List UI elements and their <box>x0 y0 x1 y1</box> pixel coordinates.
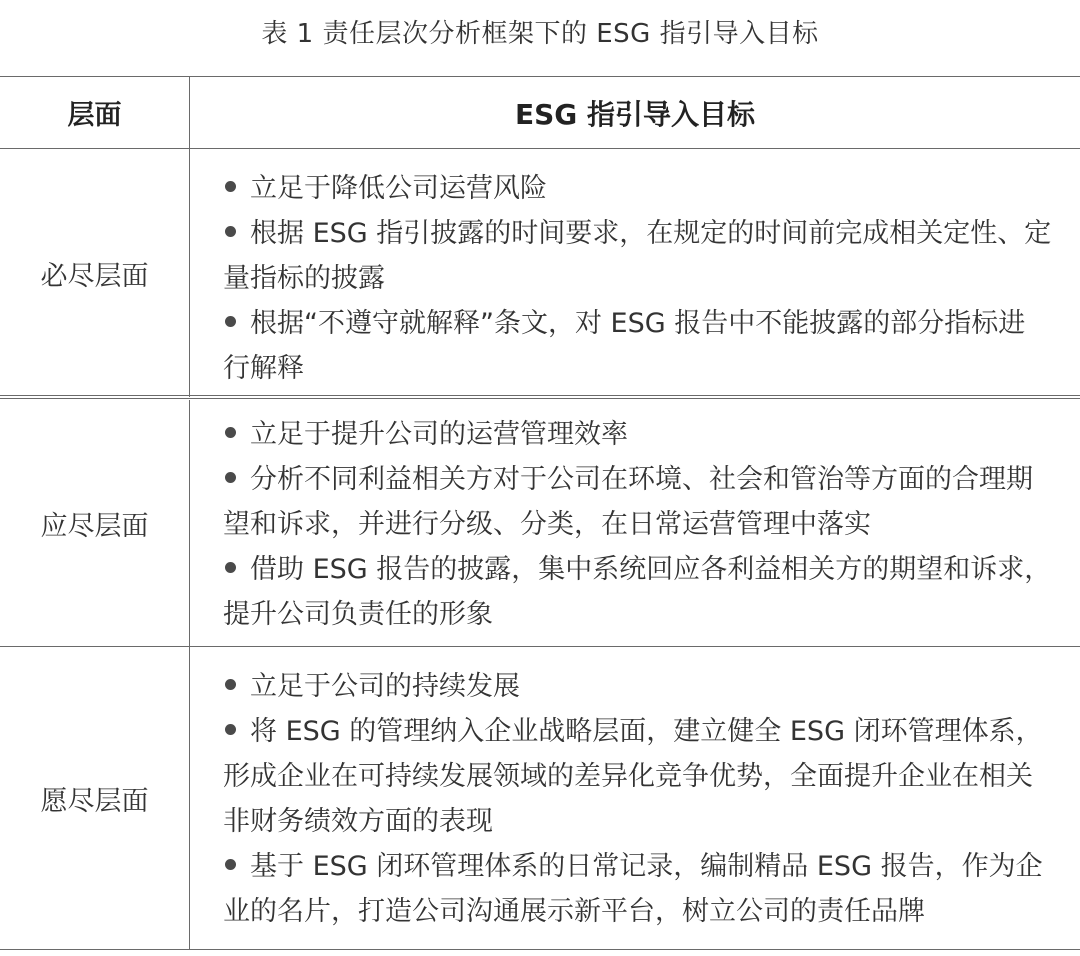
bullet-dot-icon <box>225 181 236 192</box>
bullet-dot-icon <box>225 859 236 870</box>
goal-item: 立足于公司的持续发展 <box>223 664 1052 709</box>
bullet-dot-icon <box>225 562 236 573</box>
table-row <box>0 647 1080 949</box>
goal-item: 分析不同利益相关方对于公司在环境、社会和管治等方面的合理期望和诉求，并进行分级、分类，在日常运营管理中落实 <box>223 464 1033 540</box>
row-goals-cell <box>189 149 1080 397</box>
goal-item: 基于 ESG 闭环管理体系的日常记录，编制精品 ESG 报告，作为企业的名片，打造公司沟通展示新平台，树立公司的责任品牌 <box>223 851 1043 927</box>
bullet-dot-icon <box>225 724 236 735</box>
goal-item: 立足于提升公司的运营管理效率 <box>223 412 1052 457</box>
row-goals-cell <box>189 647 1080 949</box>
table-caption: 表 1 责任层次分析框架下的 ESG 指引导入目标 <box>261 19 819 49</box>
goal-item: 将 ESG 的管理纳入企业战略层面，建立健全 ESG 闭环管理体系，形成企业在可持续发展领域的差异化竞争优势，全面提升企业在相关非财务绩效方面的表现 <box>223 716 1043 837</box>
goal-list <box>223 664 1052 934</box>
row-divider <box>0 395 1080 399</box>
row-level-label: 应尽层面 <box>40 510 149 542</box>
row-goals-cell <box>189 400 1080 646</box>
bullet-dot-icon <box>225 679 236 690</box>
bullet-dot-icon <box>225 226 236 237</box>
bullet-dot-icon <box>225 316 236 327</box>
table-row <box>0 400 1080 646</box>
goal-list <box>223 166 1052 391</box>
goal-item: 根据“不遵守就解释”条文，对 ESG 报告中不能披露的部分指标进行解释 <box>223 308 1026 384</box>
goal-list <box>223 412 1052 637</box>
header-level: 层面 <box>67 100 122 131</box>
esg-goals-table <box>0 76 1080 950</box>
goal-item: 根据 ESG 指引披露的时间要求，在规定的时间前完成相关定性、定量指标的披露 <box>223 218 1052 294</box>
goal-item: 立足于降低公司运营风险 <box>223 166 1052 211</box>
row-level-label: 愿尽层面 <box>40 785 149 817</box>
goal-item: 借助 ESG 报告的披露，集中系统回应各利益相关方的期望和诉求，提升公司负责任的形象 <box>223 554 1052 630</box>
row-level-label: 必尽层面 <box>40 260 149 292</box>
table-row <box>0 149 1080 397</box>
bullet-dot-icon <box>225 427 236 438</box>
header-goals: ESG 指引导入目标 <box>189 77 1080 148</box>
table-header-row <box>0 77 1080 148</box>
bullet-dot-icon <box>225 472 236 483</box>
